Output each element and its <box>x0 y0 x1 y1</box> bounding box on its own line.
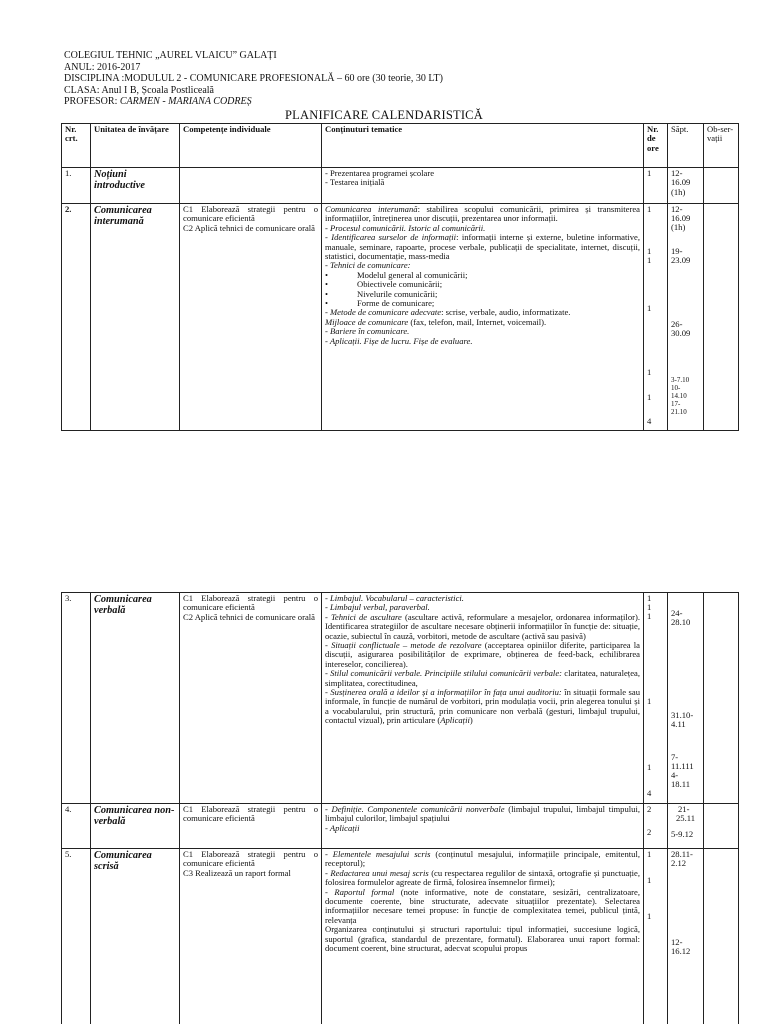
content-line: - Susținerea orală a ideilor și a informațiilor în fața unui auditoriu: în situații formale sau informale, în funcție de numărul de vorbitori, prin modulația vocii, prin alegerea tonului și a vocabularului, prin structură, prin comunicare non verbală (gesturi, limbajul trupului, contactul vizual), prin articulare (Aplicații) <box>325 687 640 726</box>
row-week: 21- 25.11 5-9.12 <box>668 804 704 849</box>
teacher-name: CARMEN - MARIANA CODREȘ <box>119 96 252 107</box>
row-competences <box>180 168 322 204</box>
content-line: Mijloace de comunicare (fax, telefon, mail, Internet, voicemail). <box>325 316 547 327</box>
planning-table-1 <box>61 123 739 431</box>
table-row <box>62 593 739 804</box>
header-unit: Unitatea de învățare <box>91 124 180 168</box>
row-contents <box>322 804 644 849</box>
content-line: - Procesul comunicării. Istoric al comunicării. <box>325 222 486 233</box>
header-nr: Nr. crt. <box>62 124 91 168</box>
header-contents: Conținuturi tematice <box>322 124 644 168</box>
page-title: PLANIFICARE CALENDARISTICĂ <box>285 108 483 122</box>
row-observations <box>704 204 739 431</box>
row-hours: 1 1 1 1 1 1 4 <box>644 204 668 431</box>
class-info: CLASA: Anul I B, Școala Postliceală <box>64 84 214 96</box>
content-line: - Definiție. Componentele comunicării nonverbale (limbajul trupului, limbajul timpului, limbajul culorilor, limbajul spațiului <box>325 804 640 824</box>
content-line: - Bariere în comunicare. <box>325 326 410 337</box>
content-line: Organizarea conținutului și structuri raportului: tipul informației, succesiune logică, suportul (grafica, standardul de prezentare, formatul). Elaborarea unui raport formal: document coerent, bine structurat, adecvat scopului propus <box>325 924 640 954</box>
table-row <box>62 849 739 1024</box>
row-observations <box>704 849 739 1024</box>
content-line: - Redactarea unui mesaj scris (cu respectarea regulilor de sintaxă, ortografie și punctuație, folosirea formulelor agreate de firmă, folosirea însemnelor firmei); <box>325 867 641 888</box>
teacher-label: PROFESOR: <box>64 96 120 107</box>
row-nr: 2. <box>62 204 91 431</box>
header-competences: Competențe individuale <box>180 124 322 168</box>
content-line: Comunicarea interumană: stabilirea scopului comunicării, primirea și transmiterea informațiilor, întreținerea unor discuții, prezentarea unor informații. <box>325 204 640 224</box>
table-row <box>62 804 739 849</box>
row-observations <box>704 593 739 804</box>
content-line: - Raportul formal (note informative, note de constatare, sesizări, centralizatoare, documente coerente, bine structurate, adecvate situațiilor prezentate). Selectarea informațiilor necesare temei propuse: în funcție de complexitatea temei, publicul țintă, relevanța <box>325 886 640 925</box>
header-observations: Ob-ser-vații <box>704 124 739 168</box>
row-contents <box>322 204 644 431</box>
discipline: DISCIPLINA :MODULUL 2 - COMUNICARE PROFESIONALĂ – 60 ore (30 teorie, 30 LT) <box>64 73 443 84</box>
row-week: 28.11- 2.12 12- 16.12 <box>668 849 704 1024</box>
content-line: - Metode de comunicare adecvate: scrise, verbale, audio, informatizate. <box>325 307 571 318</box>
competence-c2: C2 Aplică tehnici de comunicare orală <box>183 611 315 622</box>
competence-c1: C1 Elaborează strategii pentru o comunicare eficientă <box>183 849 318 869</box>
row-hours: 2 2 <box>644 804 668 849</box>
content-line: - Elementele mesajului scris (conținutul mesajului, informațiile principale, emitentul, receptorul); <box>325 849 640 869</box>
row-unit: Comunicarea non-verbală <box>91 804 180 849</box>
row-observations <box>704 804 739 849</box>
row-contents <box>322 593 644 804</box>
content-line: - Limbajul verbal, paraverbal. <box>325 602 430 613</box>
row-competences <box>180 593 322 804</box>
row-observations <box>704 168 739 204</box>
bullet-item: • Nivelurile comunicării; <box>325 288 438 299</box>
bullet-item: • Modelul general al comunicării; <box>325 269 468 280</box>
header-week: Săpt. <box>668 124 704 168</box>
row-contents <box>322 849 644 1024</box>
row-hours: 1 1 1 <box>644 849 668 1024</box>
row-unit: Comunicarea interumană <box>91 204 180 431</box>
row-competences <box>180 849 322 1024</box>
planning-table-2 <box>61 592 739 1024</box>
competence-c1: C1 Elaborează strategii pentru o comunicare eficientă <box>183 593 318 613</box>
header-hours: Nr. de ore <box>644 124 668 168</box>
row-nr: 5. <box>62 849 91 1024</box>
row-unit: Comunicarea verbală <box>91 593 180 804</box>
content-line: - Limbajul. Vocabularul – caracteristici. <box>325 593 464 603</box>
school-year: ANUL: 2016-2017 <box>64 61 141 73</box>
competence-c1: C1 Elaborează strategii pentru o comunicare eficientă <box>183 804 318 824</box>
content-line: - Aplicații <box>325 822 360 833</box>
table-header-row <box>62 124 739 168</box>
row-nr: 4. <box>62 804 91 849</box>
content-line: - Prezentarea programei școlare <box>325 168 435 178</box>
competence-c2: C2 Aplică tehnici de comunicare orală <box>183 222 315 233</box>
row-week: 12- 16.09 (1h) 19- 23.09 26- 30.09 3-7.10 10- 14.10 17- 21.10 <box>668 204 704 431</box>
school-name: COLEGIUL TEHNIC „AUREL VLAICU” GALAȚI <box>64 50 277 61</box>
row-competences <box>180 804 322 849</box>
row-unit: Comunicarea scrisă <box>91 849 180 1024</box>
content-line: - Situații conflictuale – metode de rezolvare (acceptarea opiniilor diferite, participarea la discuții, asigurarea posibilităților de exprimare, obținerea de feed-back, echilibrarea intereselor, concilierea). <box>325 640 640 669</box>
content-line: - Identificarea surselor de informații: informații interne și externe, buletine informative, manuale, seminare, rapoarte, procese verbale, publicații de specialitate, internet, discuții, statistici, documentație, mass-media <box>325 232 641 262</box>
competence-c3: C3 Realizează un raport formal <box>183 867 291 878</box>
content-line: - Tehnici de comunicare: <box>325 260 411 271</box>
row-competences <box>180 204 322 431</box>
row-hours: 1 <box>644 168 668 204</box>
row-hours: 1 1 1 1 1 4 <box>644 593 668 804</box>
content-line: - Stilul comunicării verbale. Principiile stilului comunicării verbale: claritatea, naturalețea, simplitatea, corectitudinea, <box>325 668 640 688</box>
bullet-item: • Obiectivele comunicării; <box>325 279 443 290</box>
row-nr: 1. <box>62 168 91 204</box>
competence-c1: C1 Elaborează strategii pentru o comunicare eficientă <box>183 204 318 224</box>
row-week: 12-16.09 (1h) <box>668 168 704 204</box>
row-contents <box>322 168 644 204</box>
document-header <box>64 50 443 108</box>
content-line: - Testarea inițială <box>325 177 385 188</box>
bullet-item: • Forme de comunicare; <box>325 298 435 309</box>
row-unit: Noțiuni introductive <box>91 168 180 204</box>
row-nr: 3. <box>62 593 91 804</box>
row-week: 24- 28.10 31.10- 4.11 7- 11.111 4- 18.11 <box>668 593 704 804</box>
content-line: - Aplicații. Fișe de lucru. Fișe de evaluare. <box>325 335 473 346</box>
table-row <box>62 204 739 431</box>
table-row <box>62 168 739 204</box>
content-line: - Tehnici de ascultare (ascultare activă, reformulare a mesajelor, ordonarea informaților). Identificarea strategiilor de ascultare necesare obținerii informațiilor în funcție de: situație, ocazie, subiectul în cauză, vorbitori, metode de ascultare (activă sau pasivă) <box>325 611 640 641</box>
teacher <box>64 96 443 108</box>
